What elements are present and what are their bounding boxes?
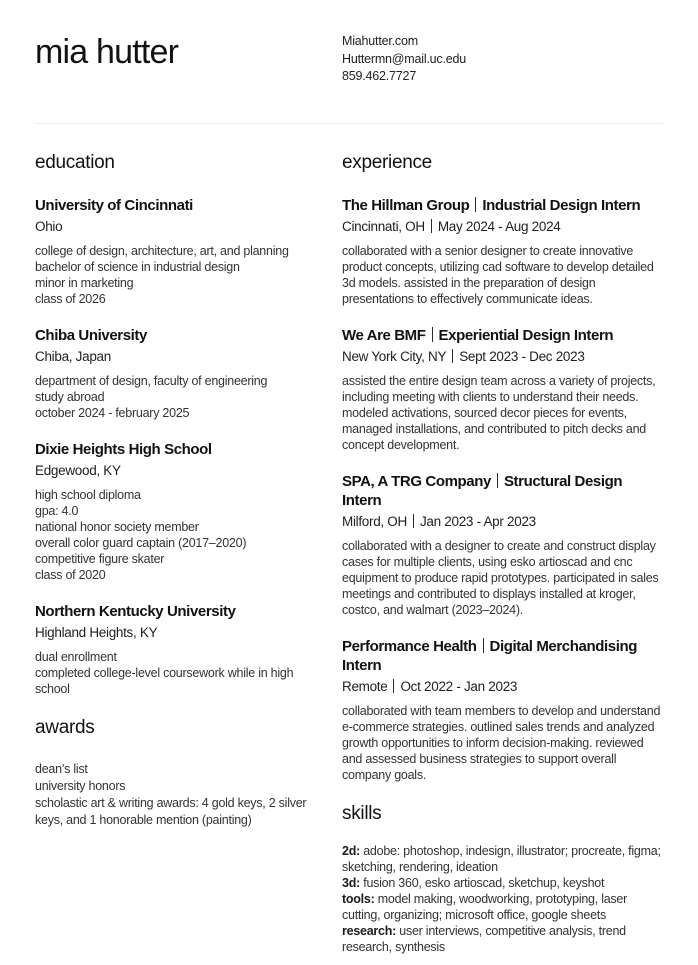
role-name: Structural Design Intern (342, 473, 623, 509)
skill-category-label: research: (342, 924, 397, 938)
job-meta (342, 348, 663, 365)
school-details (35, 373, 318, 421)
contact-line: Huttermn@mail.uc.edu (342, 51, 467, 66)
detail-line: bachelor of science in industrial design (35, 260, 240, 274)
job-meta (342, 678, 663, 695)
skill-category-label: tools: (342, 892, 375, 906)
skill-text: adobe: photoshop, indesign, illustrator; procreate, figma; sketching, rendering, ideation (342, 844, 661, 874)
job-location: New York City, NY (342, 349, 447, 364)
experience-entry (342, 637, 663, 783)
experience-section (342, 151, 663, 783)
award-item: university honors (35, 779, 126, 793)
job-meta (342, 218, 663, 235)
detail-line: study abroad (35, 390, 105, 404)
skill-text: user interviews, competitive analysis, trend research, synthesis (342, 924, 626, 954)
school-details (35, 243, 318, 307)
education-entry (35, 326, 318, 421)
school-name: Chiba University (35, 327, 147, 344)
school-location: Edgewood, KY (35, 463, 121, 478)
skill-item (342, 891, 663, 923)
skill-text: fusion 360, esko artioscad, sketchup, keyshot (360, 876, 605, 890)
skills-list (342, 843, 663, 955)
experience-entry (342, 196, 663, 307)
skill-item (342, 843, 663, 875)
experience-heading: experience (342, 152, 432, 173)
award-item: scholastic art & writing awards: 4 gold keys, 2 silver keys, and 1 honorable mention (painting) (35, 796, 307, 827)
award-item: dean’s list (35, 762, 88, 776)
education-entry (35, 196, 318, 307)
school-name: Dixie Heights High School (35, 441, 212, 458)
right-column (342, 151, 663, 965)
detail-line: national honor society member (35, 520, 199, 534)
education-entry (35, 602, 318, 697)
pipe-separator-icon (475, 197, 476, 212)
job-dates: Sept 2023 - Dec 2023 (459, 349, 585, 364)
job-title (342, 637, 663, 675)
job-title (342, 326, 663, 345)
company-name: Performance Health (342, 638, 477, 655)
job-description: collaborated with a designer to create and construct display cases for multiple clients, using esko artioscad and cnc equipment to produce rapid prototypes. participated in sales meetings and contributed to displays installed at kroger, costco, and walmart (2023–2024). (342, 539, 659, 617)
resume-columns (35, 124, 663, 965)
pipe-separator-icon (452, 349, 453, 363)
pipe-separator-icon (432, 327, 433, 342)
school-details (35, 487, 318, 583)
company-name: SPA, A TRG Company (342, 473, 491, 490)
left-column (35, 151, 318, 965)
job-title (342, 472, 663, 510)
experience-entries (342, 196, 663, 783)
education-heading: education (35, 152, 115, 173)
experience-entry (342, 326, 663, 453)
contact-line: Miahutter.com (342, 34, 418, 48)
pipe-separator-icon (413, 514, 414, 528)
detail-line: completed college-level coursework while in high school (35, 666, 294, 696)
skills-section (342, 802, 663, 955)
job-description: collaborated with a senior designer to create innovative product concepts, utilizing cad software to develop detailed 3d models. assisted in the preparation of design presentations to effectively communicate ideas. (342, 244, 654, 306)
skills-heading: skills (342, 803, 382, 824)
detail-line: department of design, faculty of engineering (35, 374, 268, 388)
experience-entry (342, 472, 663, 618)
awards-heading: awards (35, 717, 95, 738)
job-title (342, 196, 663, 215)
company-name: The Hillman Group (342, 197, 470, 214)
detail-line: high school diploma (35, 488, 141, 502)
job-meta (342, 513, 663, 530)
job-location: Cincinnati, OH (342, 219, 425, 234)
detail-line: dual enrollment (35, 650, 117, 664)
person-name: mia hutter (35, 33, 179, 71)
role-name: Digital Merchandising Intern (342, 638, 637, 674)
detail-line: overall color guard captain (2017–2020) (35, 536, 247, 550)
school-location: Chiba, Japan (35, 349, 111, 364)
education-entry (35, 440, 318, 583)
pipe-separator-icon (393, 679, 394, 693)
company-name: We Are BMF (342, 327, 426, 344)
skill-item (342, 923, 663, 955)
detail-line: class of 2026 (35, 292, 106, 306)
detail-line: minor in marketing (35, 276, 134, 290)
job-description: assisted the entire design team across a variety of projects, including meeting with clients to understand their needs. modeled activations, sourced decor pieces for events, managed installations, and contributed to pitch decks and concept development. (342, 374, 656, 452)
pipe-separator-icon (497, 473, 498, 488)
awards-section (35, 716, 318, 829)
detail-line: gpa: 4.0 (35, 504, 79, 518)
job-dates: May 2024 - Aug 2024 (437, 219, 561, 234)
job-description: collaborated with team members to develop and understand e-commerce strategies. outlined sales trends and analyzed growth opportunities to inform decision-making. reviewed and assessed business strategies to support overall company goals. (342, 704, 661, 782)
pipe-separator-icon (483, 638, 484, 653)
job-location: Remote (342, 679, 388, 694)
role-name: Industrial Design Intern (482, 197, 641, 214)
skill-category-label: 2d: (342, 844, 360, 858)
detail-line: competitive figure skater (35, 552, 165, 566)
resume-header (35, 0, 663, 124)
pipe-separator-icon (431, 219, 432, 233)
education-section (35, 151, 318, 697)
school-name: University of Cincinnati (35, 197, 193, 214)
school-details (35, 649, 318, 697)
skill-item (342, 875, 663, 891)
detail-line: october 2024 - february 2025 (35, 406, 190, 420)
job-dates: Oct 2022 - Jan 2023 (400, 679, 518, 694)
detail-line: college of design, architecture, art, and planning (35, 244, 289, 258)
contact-line: 859.462.7727 (342, 69, 417, 83)
detail-line: class of 2020 (35, 568, 106, 582)
awards-list (35, 761, 318, 829)
school-location: Highland Heights, KY (35, 625, 158, 640)
school-location: Ohio (35, 219, 63, 234)
school-name: Northern Kentucky University (35, 603, 236, 620)
contact-block (342, 31, 663, 123)
skill-text: model making, woodworking, prototyping, laser cutting, organizing; microsoft office, google sheets (342, 892, 628, 922)
role-name: Experiential Design Intern (438, 327, 614, 344)
education-entries (35, 196, 318, 697)
job-location: Milford, OH (342, 514, 407, 529)
job-dates: Jan 2023 - Apr 2023 (419, 514, 536, 529)
skill-category-label: 3d: (342, 876, 360, 890)
